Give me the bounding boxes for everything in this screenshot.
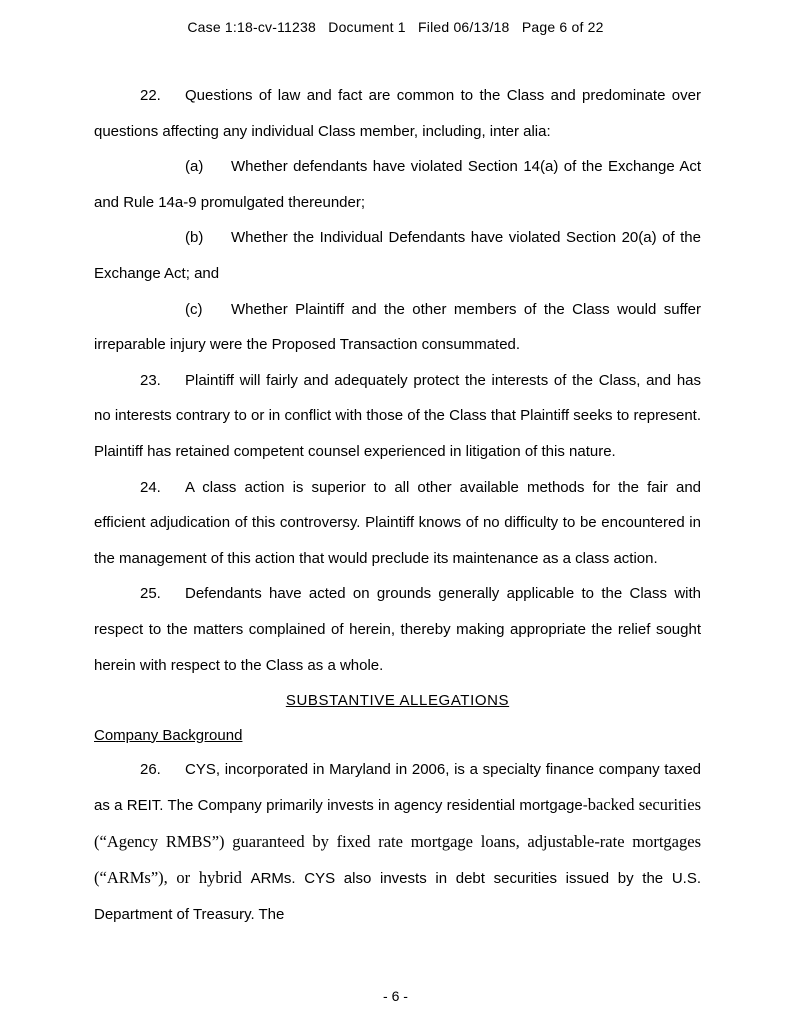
paragraph-25 [94, 576, 701, 683]
paragraph-number: 24. [140, 478, 161, 496]
subparagraph-letter: (a) [185, 158, 204, 176]
paragraph-24 [94, 470, 701, 577]
paragraph-text: Whether defendants have violated Section 14(a) of the Exchange Act and Rule 14a-9 promulgated thereunder; [94, 158, 701, 211]
paragraph-text-sans-segment: ARMs. CYS also invests in debt securities issued by the U.S. Department of Treasury. The [94, 870, 701, 924]
paragraph-number: 22. [140, 87, 161, 104]
page-number-footer: - 6 - [383, 988, 408, 1004]
subparagraph-letter: (b) [185, 229, 204, 247]
case-caption-header: Case 1:18-cv-11238 Document 1 Filed 06/13/18 Page 6 of 22 [187, 19, 604, 35]
paragraph-text: Whether the Individual Defendants have violated Section 20(a) of the Exchange Act; and [94, 229, 701, 282]
paragraph-23 [94, 363, 701, 470]
paragraph-text-serif-segment: backed securities (“Agency RMBS”) guaranteed by fixed rate mortgage loans, adjustable-rate mortgages (“ARMs”), or hybrid [94, 795, 702, 888]
paragraph-text: A class action is superior to all other available methods for the fair and efficient adjudication of this controversy. Plaintiff knows of no difficulty to be encountered in the management of this action that would preclude its maintenance as a class action. [94, 478, 701, 567]
paragraph-number: 23. [140, 371, 161, 389]
paragraph-26 [94, 752, 701, 933]
paragraph-text: Plaintiff will fairly and adequately protect the interests of the Class, and has no interests contrary to or in conflict with those of the Class that Plaintiff seeks to represent. Plaintiff has retained competent counsel experienced in litigation of this nature. [94, 371, 701, 460]
document-body [94, 78, 701, 933]
paragraph-text: Defendants have acted on grounds generally applicable to the Class with respect to the matters complained of herein, thereby making appropriate the relief sought herein with respect to the Class as a whole. [94, 585, 701, 674]
subparagraph-c [94, 292, 701, 363]
subparagraph-letter: (c) [185, 300, 203, 318]
paragraph-22 [94, 78, 701, 149]
subparagraph-a [94, 149, 701, 220]
paragraph-text-sans-segment: CYS, incorporated in Maryland in 2006, is a specialty finance company taxed as a REIT. The Company primarily invests in agency residential mortgage- [94, 760, 701, 815]
section-heading-substantive-allegations: SUBSTANTIVE ALLEGATIONS [285, 692, 510, 710]
paragraph-text: Whether Plaintiff and the other members of the Class would suffer irreparable injury were the Proposed Transaction consummated. [94, 300, 701, 354]
subparagraph-b [94, 220, 701, 291]
paragraph-number: 25. [140, 585, 161, 603]
paragraph-text: Questions of law and fact are common to the Class and predominate over questions affecting any individual Class member, including, inter alia: [94, 87, 701, 140]
paragraph-number: 26. [140, 760, 161, 778]
subheading-company-background: Company Background [94, 726, 243, 744]
